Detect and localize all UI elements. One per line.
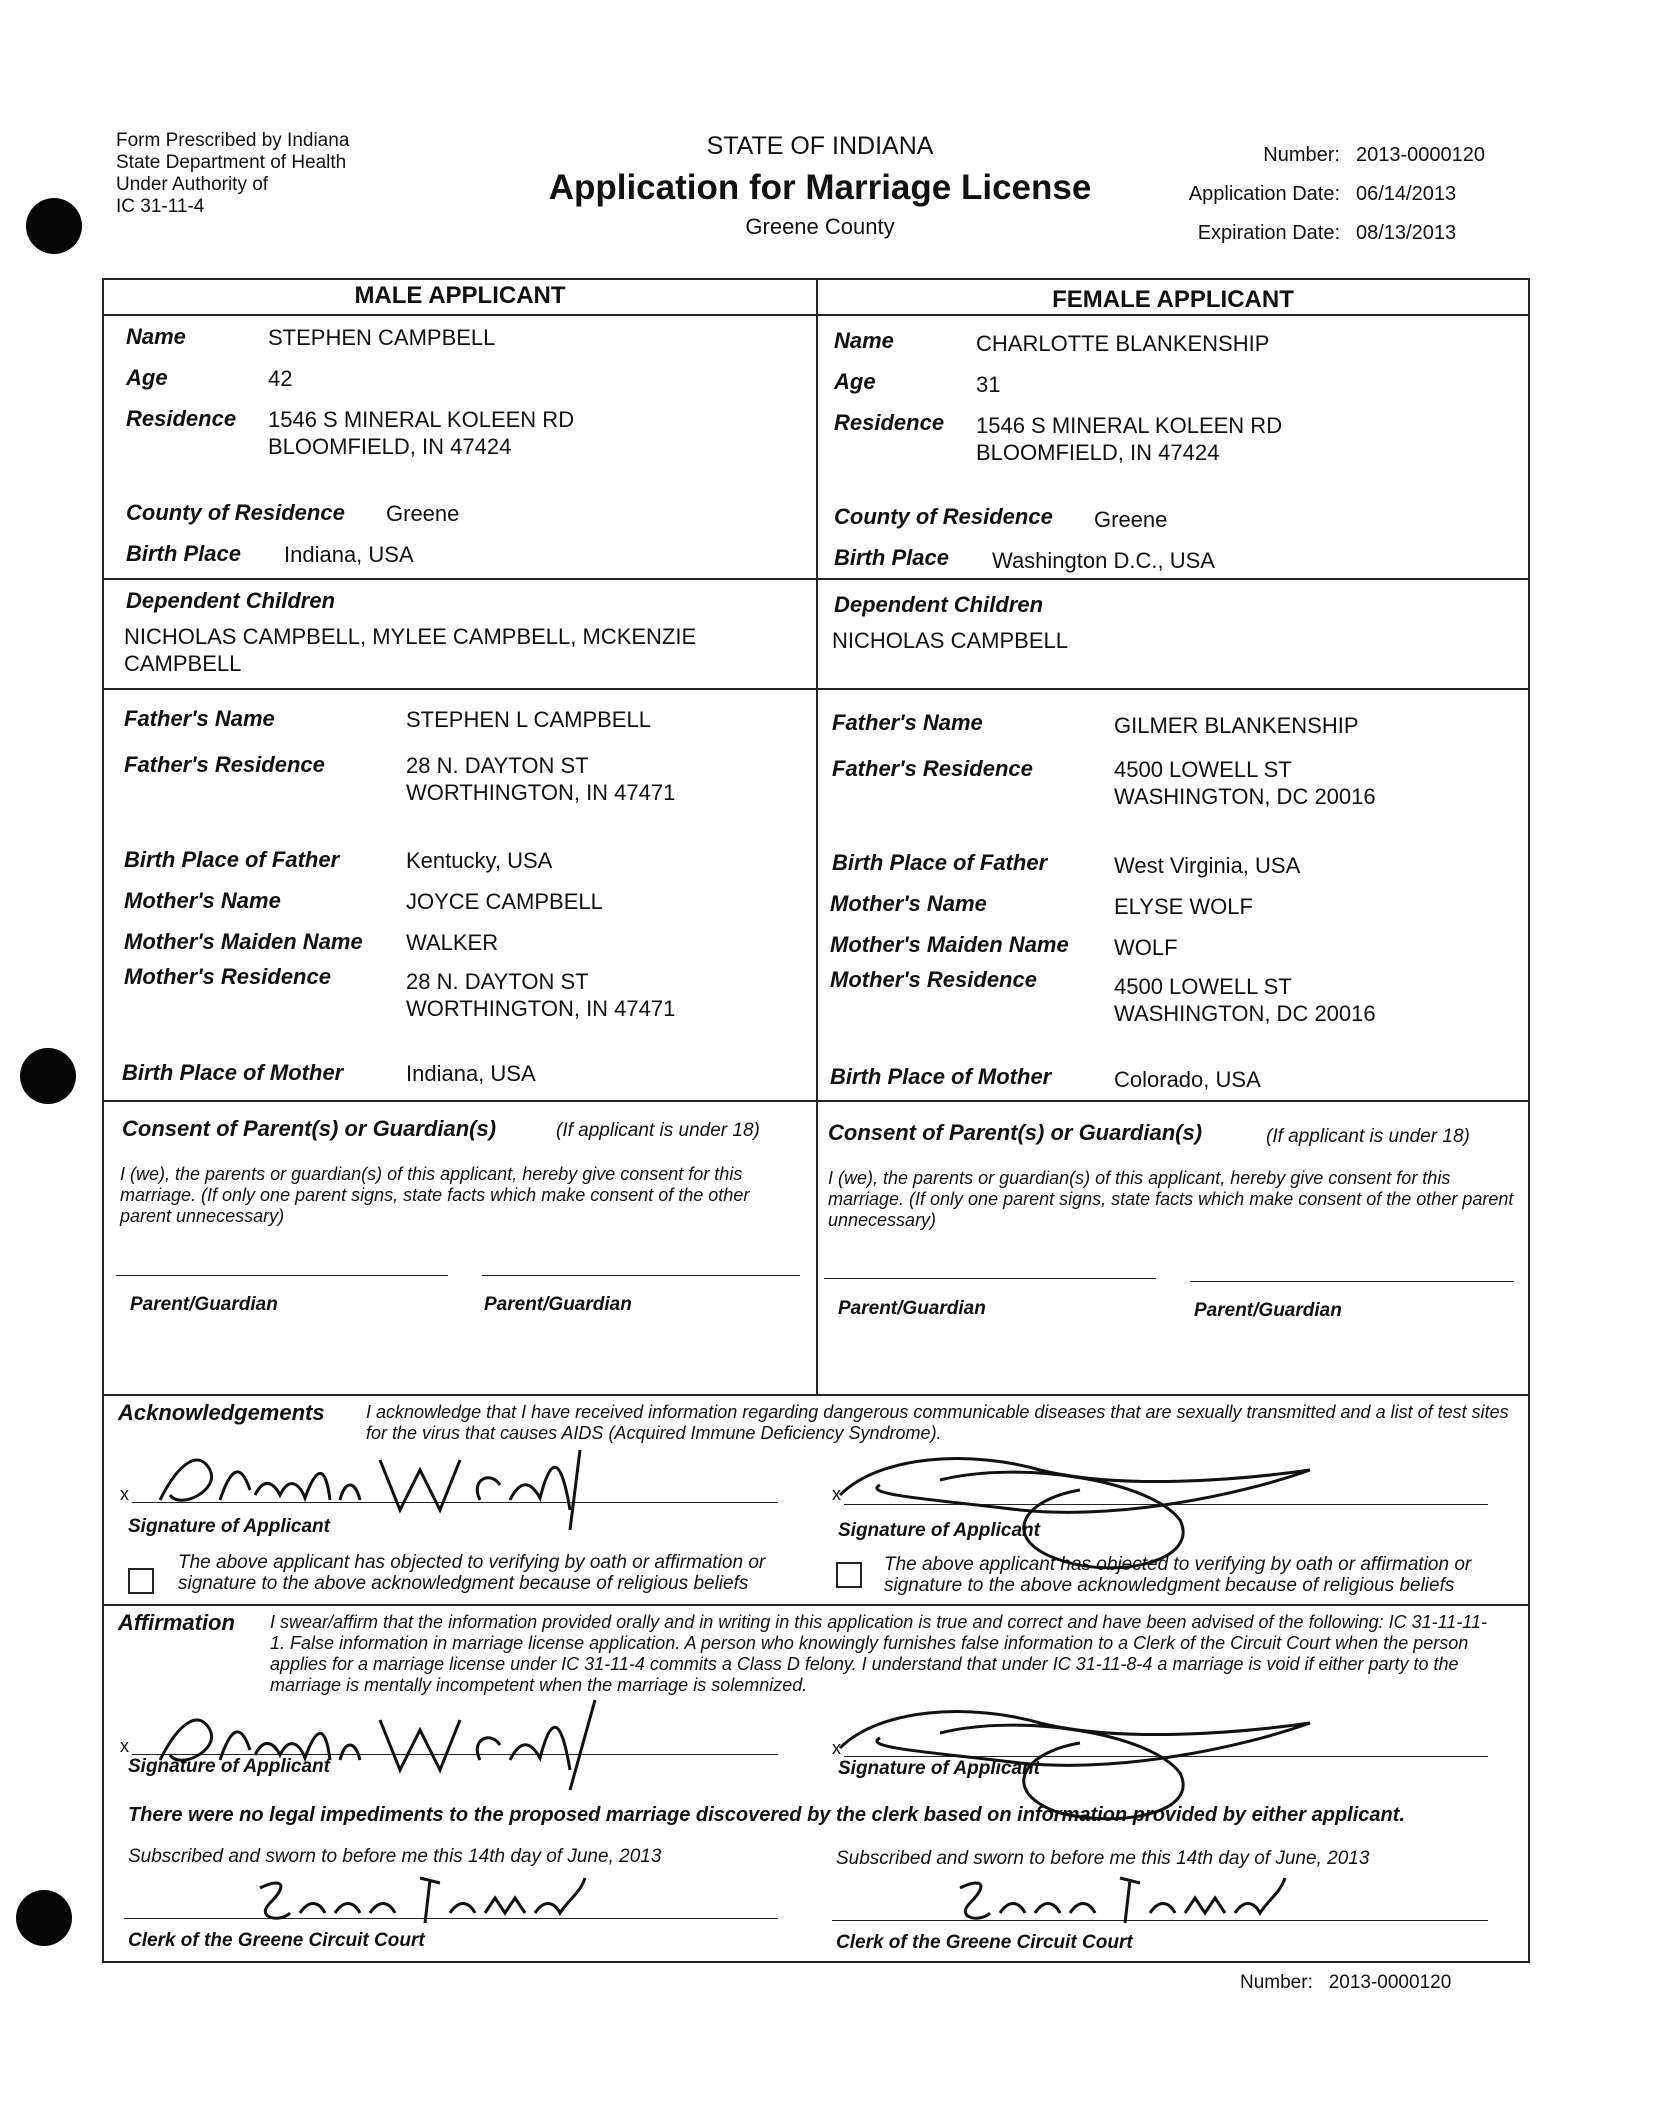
male-age: 42: [268, 366, 293, 391]
authority-line: IC 31-11-4: [116, 196, 205, 217]
county-title: Greene County: [745, 214, 895, 239]
male-birth-place: Indiana, USA: [284, 542, 414, 567]
female-parent-sign-line-1: [824, 1278, 1156, 1279]
male-mother-name-label: Mother's Name: [124, 888, 281, 913]
female-clerk-label: Clerk of the Greene Circuit Court: [836, 1932, 1133, 1953]
male-ack-x: x: [120, 1484, 129, 1504]
female-mother-residence-label: Mother's Residence: [830, 967, 1037, 992]
female-children: NICHOLAS CAMPBELL: [832, 628, 1068, 653]
heading-rule: [104, 314, 1528, 316]
male-consent-title: Consent of Parent(s) or Guardian(s): [122, 1116, 497, 1141]
female-objection-text: The above applicant has objected to verifying by oath or affirmation or signature to the above acknowledgment because of religious beliefs: [884, 1554, 1472, 1596]
male-aff-signature: [140, 1690, 620, 1790]
female-children-label: Dependent Children: [834, 592, 1044, 617]
male-mother-maiden: WALKER: [406, 930, 499, 955]
male-objection-text: The above applicant has objected to verifying by oath or affirmation or signature to the above acknowledgment because of religious beliefs: [178, 1552, 766, 1594]
female-mother-maiden: WOLF: [1114, 935, 1178, 960]
female-residence-label: Residence: [834, 410, 945, 435]
authority-line: Under Authority of: [116, 174, 269, 195]
application-date: 06/14/2013: [1356, 183, 1457, 205]
female-aff-signature: [820, 1688, 1320, 1828]
male-heading: MALE APPLICANT: [354, 282, 566, 309]
male-father-name: STEPHEN L CAMPBELL: [406, 707, 651, 732]
male-clerk-signature: [240, 1868, 590, 1938]
authority-line: State Department of Health: [116, 152, 347, 173]
male-mother-maiden-label: Mother's Maiden Name: [124, 929, 363, 954]
male-consent-note: (If applicant is under 18): [556, 1120, 760, 1141]
female-county: Greene: [1094, 507, 1168, 532]
affirmation-text: I swear/affirm that the information provided orally and in writing in this application is true and correct and have been advised of the following: IC 31-11-11-1. False information in marriage license application. A person who knowingly furnishes false information to a Clerk of the Circuit Court when the person applies for a marriage license under IC 31-11-4 commits a Class D felony. I understand that under IC 31-11-8-4 a marriage is void if either party to the marriage is mentally incompetent when the marriage is solemnized.: [270, 1612, 1487, 1695]
license-number: 2013-0000120: [1356, 144, 1486, 166]
male-age-label: Age: [126, 365, 168, 390]
female-residence: 1546 S MINERAL KOLEEN RD BLOOMFIELD, IN 47424: [976, 413, 1283, 465]
male-aff-x: x: [120, 1736, 129, 1756]
male-birth-place-label: Birth Place: [126, 541, 241, 566]
male-name: STEPHEN CAMPBELL: [268, 325, 496, 350]
affirmation-rule: [104, 1604, 1528, 1606]
male-name-label: Name: [126, 324, 186, 349]
female-mother-birth: Colorado, USA: [1114, 1067, 1261, 1092]
male-parent-label-2: Parent/Guardian: [484, 1294, 632, 1315]
male-consent-text: I (we), the parents or guardian(s) of this applicant, hereby give consent for this marriage. (If only one parent signs, state facts which make consent of the other parent unnecessary): [120, 1164, 750, 1226]
page-title: Application for Marriage License: [548, 168, 1092, 207]
male-father-residence: 28 N. DAYTON ST WORTHINGTON, IN 47471: [406, 753, 676, 805]
female-county-label: County of Residence: [834, 504, 1053, 529]
children-rule: [104, 578, 1528, 580]
female-birth-place-label: Birth Place: [834, 545, 949, 570]
female-aff-x: x: [832, 1738, 841, 1758]
male-county: Greene: [386, 501, 460, 526]
footer-number-value: 2013-0000120: [1328, 1972, 1452, 1993]
expiration-date-label: Expiration Date:: [1197, 222, 1340, 244]
male-mother-residence: 28 N. DAYTON ST WORTHINGTON, IN 47471: [406, 969, 676, 1021]
footer-number: [1240, 1972, 1451, 1994]
male-ack-signature: [140, 1440, 600, 1530]
affirmation-heading: Affirmation: [118, 1610, 235, 1635]
female-parent-sign-line-2: [1190, 1281, 1514, 1282]
female-consent-note: (If applicant is under 18): [1266, 1126, 1470, 1147]
female-father-name-label: Father's Name: [832, 710, 983, 735]
male-parent-sign-line-2: [482, 1275, 800, 1276]
male-mother-birth: Indiana, USA: [406, 1061, 536, 1086]
female-mother-maiden-label: Mother's Maiden Name: [830, 932, 1069, 957]
female-mother-birth-label: Birth Place of Mother: [830, 1064, 1052, 1089]
female-consent-text: I (we), the parents or guardian(s) of this applicant, hereby give consent for this marriage. (If only one parent signs, state facts which make consent of the other parent unnecessary): [828, 1168, 1514, 1230]
application-date-label: Application Date:: [1188, 183, 1340, 205]
female-parent-label-1: Parent/Guardian: [838, 1298, 986, 1319]
male-subscribed-text: Subscribed and sworn to before me this 14th day of June, 2013: [128, 1846, 662, 1867]
female-age-label: Age: [834, 369, 876, 394]
female-ack-signature: [820, 1440, 1320, 1580]
license-info: [1140, 144, 1530, 261]
female-name-label: Name: [834, 328, 894, 353]
female-father-birth-label: Birth Place of Father: [832, 850, 1048, 875]
female-birth-place: Washington D.C., USA: [992, 548, 1215, 573]
female-clerk-signature: [940, 1868, 1290, 1938]
male-parent-label-1: Parent/Guardian: [130, 1294, 278, 1315]
punch-hole-bottom: [16, 1890, 72, 1946]
female-aff-sign-label: Signature of Applicant: [838, 1758, 1040, 1779]
male-mother-name: JOYCE CAMPBELL: [406, 889, 603, 914]
male-ack-sign-label: Signature of Applicant: [128, 1516, 330, 1537]
expiration-date: 08/13/2013: [1356, 222, 1457, 244]
ack-text: I acknowledge that I have received information regarding dangerous communicable diseases that are sexually transmitted and a list of test sites for the virus that causes AIDS (Acquired Immune Deficiency Syndrome).: [366, 1402, 1509, 1443]
male-mother-birth-label: Birth Place of Mother: [122, 1060, 344, 1085]
male-county-label: County of Residence: [126, 500, 345, 525]
male-father-name-label: Father's Name: [124, 706, 275, 731]
column-divider: [816, 280, 818, 1394]
female-age: 31: [976, 372, 1001, 397]
female-ack-x: x: [832, 1484, 841, 1504]
female-name: CHARLOTTE BLANKENSHIP: [976, 331, 1270, 356]
male-mother-residence-label: Mother's Residence: [124, 964, 331, 989]
ack-rule: [104, 1394, 1528, 1396]
male-objection-checkbox[interactable]: [128, 1568, 154, 1594]
male-father-birth: Kentucky, USA: [406, 848, 553, 873]
female-heading: FEMALE APPLICANT: [1052, 286, 1294, 313]
female-father-name: GILMER BLANKENSHIP: [1114, 713, 1359, 738]
female-mother-residence: 4500 LOWELL ST WASHINGTON, DC 20016: [1114, 974, 1376, 1026]
state-title: STATE OF INDIANA: [706, 132, 934, 160]
form-authority: [116, 130, 349, 218]
authority-line: Form Prescribed by Indiana: [116, 130, 350, 151]
male-children-label: Dependent Children: [126, 588, 336, 613]
female-ack-sign-label: Signature of Applicant: [838, 1520, 1040, 1541]
male-children: NICHOLAS CAMPBELL, MYLEE CAMPBELL, MCKENZIE CAMPBELL: [124, 624, 697, 676]
female-mother-name-label: Mother's Name: [830, 891, 987, 916]
consent-rule: [104, 1100, 1528, 1102]
female-subscribed-text: Subscribed and sworn to before me this 14th day of June, 2013: [836, 1848, 1370, 1869]
punch-hole-middle: [20, 1048, 76, 1104]
male-residence: 1546 S MINERAL KOLEEN RD BLOOMFIELD, IN 47424: [268, 407, 575, 459]
male-aff-sign-label: Signature of Applicant: [128, 1756, 330, 1777]
male-father-birth-label: Birth Place of Father: [124, 847, 340, 872]
footer-number-label: Number:: [1240, 1972, 1313, 1993]
female-father-birth: West Virginia, USA: [1114, 853, 1301, 878]
male-clerk-label: Clerk of the Greene Circuit Court: [128, 1930, 425, 1951]
male-parent-sign-line-1: [116, 1275, 448, 1276]
male-residence-label: Residence: [126, 406, 237, 431]
male-father-residence-label: Father's Residence: [124, 752, 325, 777]
female-parent-label-2: Parent/Guardian: [1194, 1300, 1342, 1321]
impediments-statement: There were no legal impediments to the proposed marriage discovered by the clerk based on information provided by either applicant.: [128, 1804, 1405, 1826]
number-label: Number:: [1263, 144, 1340, 166]
female-father-residence-label: Father's Residence: [832, 756, 1033, 781]
female-father-residence: 4500 LOWELL ST WASHINGTON, DC 20016: [1114, 757, 1376, 809]
parents-rule: [104, 688, 1528, 690]
female-consent-title: Consent of Parent(s) or Guardian(s): [828, 1120, 1203, 1145]
punch-hole-top: [26, 198, 82, 254]
ack-heading: Acknowledgements: [118, 1400, 325, 1425]
female-mother-name: ELYSE WOLF: [1114, 894, 1253, 919]
